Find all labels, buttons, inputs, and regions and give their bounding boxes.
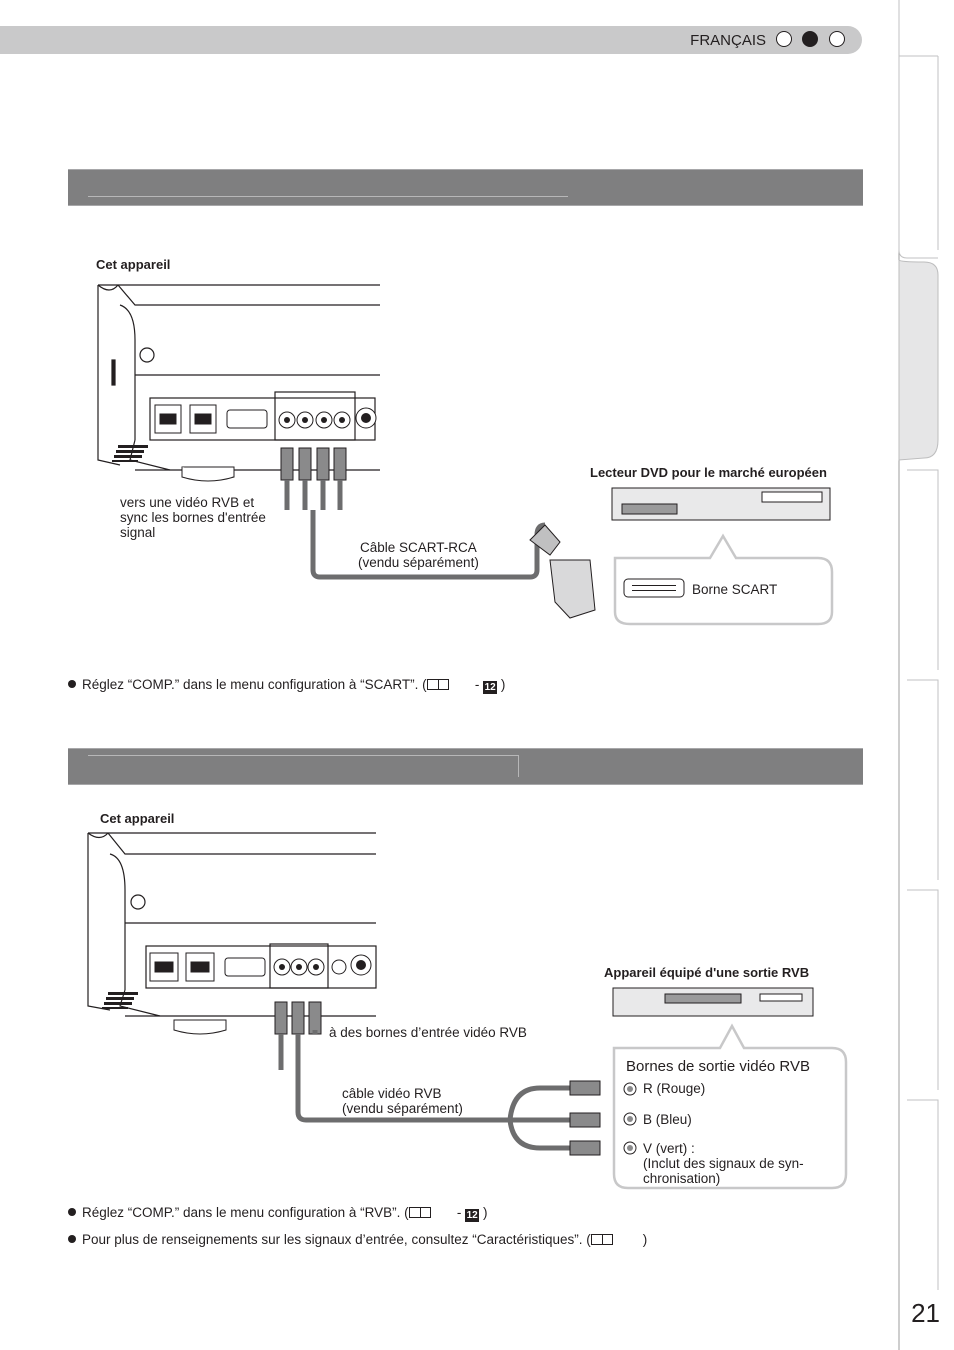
dvd-player-label: Lecteur DVD pour le marché européen bbox=[590, 465, 827, 480]
language-label: FRANÇAIS bbox=[690, 32, 766, 49]
device-label: Cet appareil bbox=[96, 257, 171, 272]
section-header-bar-2 bbox=[68, 748, 863, 785]
rgb-outputs-title: Bornes de sortie vidéo RVB bbox=[626, 1058, 810, 1075]
language-indicator-dot-active bbox=[802, 31, 818, 47]
chapter-tabs bbox=[894, 0, 954, 1350]
language-indicator-dot bbox=[829, 31, 845, 47]
language-header-bar bbox=[0, 26, 862, 54]
page-ref-badge: 12 bbox=[466, 1210, 478, 1221]
scart-terminal-label: Borne SCART bbox=[692, 582, 778, 597]
page-number: 21 bbox=[911, 1298, 940, 1328]
book-icon bbox=[409, 1207, 431, 1218]
note-rgb: Réglez “COMP.” dans le menu configuration à “RVB”. ( - 12 ) bbox=[68, 1205, 487, 1222]
projector-illustration-2 bbox=[88, 833, 376, 1016]
rgb-input-terminals-label: vers une vidéo RVB et sync les bornes d'entrée signal bbox=[120, 495, 266, 540]
scart-rca-cable-label: Câble SCART-RCA (vendu séparément) bbox=[358, 540, 479, 570]
page-ref-badge: 12 bbox=[484, 682, 496, 693]
section-header-bar-1 bbox=[68, 169, 863, 206]
book-icon bbox=[591, 1234, 613, 1245]
rgb-connection-diagram bbox=[80, 830, 860, 1200]
note-scart: Réglez “COMP.” dans le menu configuration à “SCART”. ( - 12 ) bbox=[68, 677, 505, 694]
rgb-device-label: Appareil équipé d'une sortie RVB bbox=[604, 965, 810, 980]
rgb-inputs-label: à des bornes d’entrée vidéo RVB bbox=[329, 1025, 527, 1040]
scart-connection-diagram bbox=[90, 280, 850, 630]
book-icon bbox=[427, 679, 449, 690]
language-indicator-dot bbox=[776, 31, 792, 47]
note-specifications: Pour plus de renseignements sur les signaux d’entrée, consultez “Caractéristiques”. ( ) bbox=[68, 1232, 647, 1247]
output-red-label: R (Rouge) bbox=[643, 1081, 706, 1096]
sync-note: (Inclut des signaux de syn- chronisation) bbox=[643, 1156, 804, 1186]
rgb-cable-label: câble vidéo RVB (vendu séparément) bbox=[342, 1086, 463, 1116]
output-green-label: V (vert) : bbox=[643, 1141, 695, 1156]
output-blue-label: B (Bleu) bbox=[643, 1112, 692, 1127]
projector-illustration bbox=[98, 285, 380, 470]
device-label-2: Cet appareil bbox=[100, 811, 175, 826]
